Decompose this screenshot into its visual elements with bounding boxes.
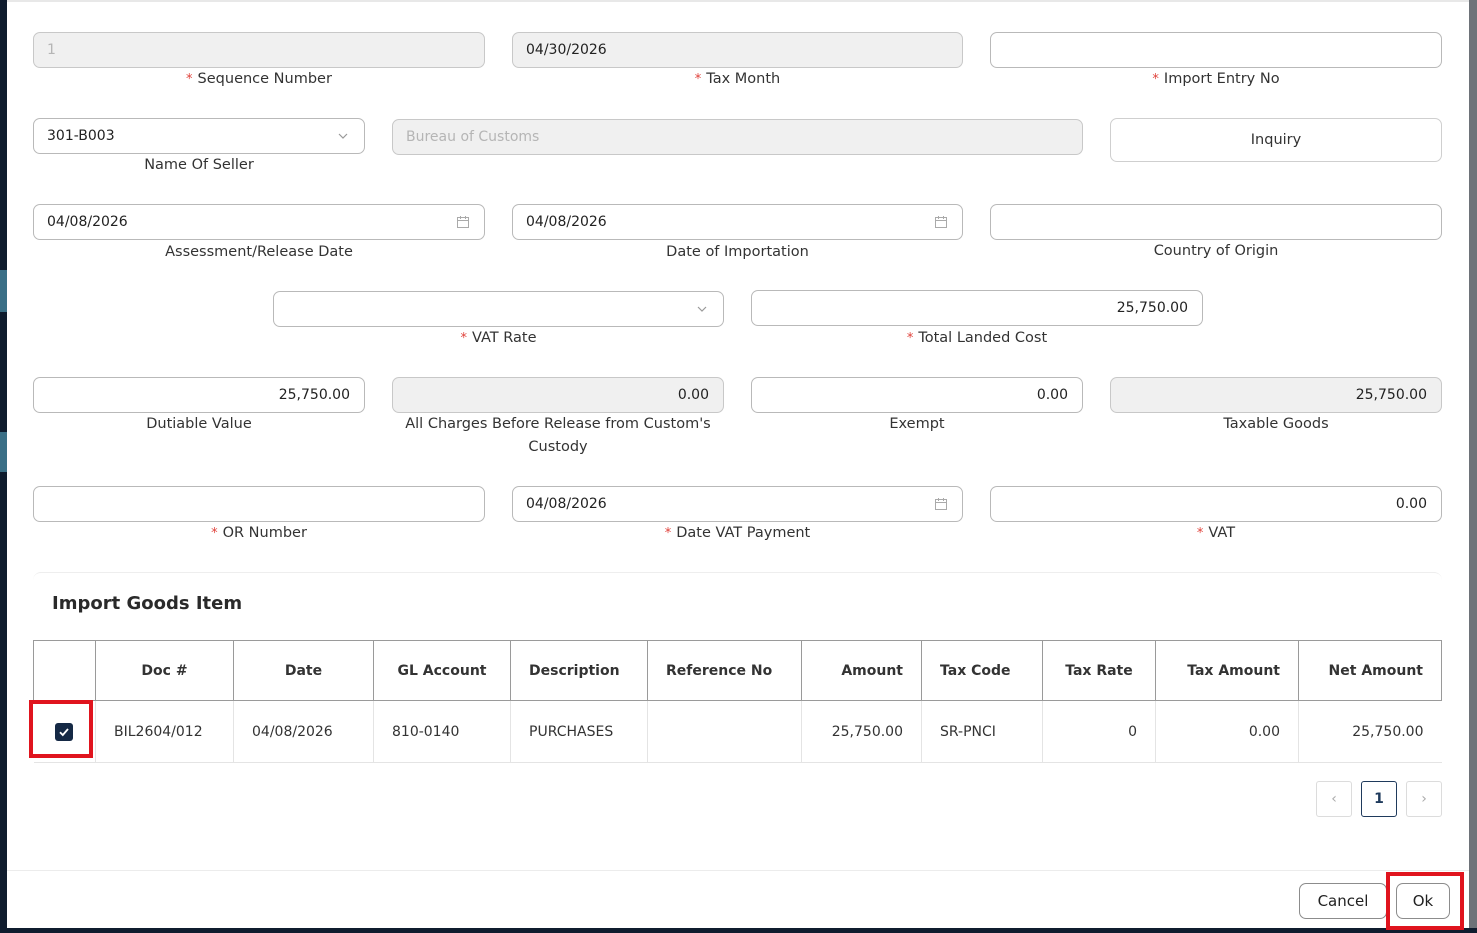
- table-row[interactable]: [34, 701, 1442, 763]
- dutiable-value-input[interactable]: 25,750.00: [33, 377, 365, 413]
- sequence-number-label: * Sequence Number: [186, 71, 332, 87]
- select-column-header: [34, 641, 96, 701]
- pagination-page-1[interactable]: 1: [1361, 781, 1397, 817]
- column-header-doc[interactable]: Doc #: [96, 641, 234, 701]
- import-entry-no-label: * Import Entry No: [1152, 71, 1280, 87]
- or-number-input[interactable]: [33, 486, 485, 522]
- import-entry-no-input[interactable]: [990, 32, 1442, 68]
- country-of-origin-input[interactable]: [990, 204, 1442, 240]
- assessment-release-date-label: Assessment/Release Date: [165, 244, 353, 260]
- seller-name-display[interactable]: Bureau of Customs: [392, 119, 1083, 155]
- cell-doc: BIL2604/012: [96, 701, 234, 763]
- column-header-tax-rate[interactable]: Tax Rate: [1043, 641, 1156, 701]
- column-header-date[interactable]: Date: [234, 641, 374, 701]
- exempt-input[interactable]: 0.00: [751, 377, 1083, 413]
- column-header-gl-account[interactable]: GL Account: [374, 641, 511, 701]
- vat-input[interactable]: 0.00: [990, 486, 1442, 522]
- calendar-icon: [934, 215, 948, 229]
- cell-net-amount: 25,750.00: [1299, 701, 1442, 763]
- calendar-icon: [456, 215, 470, 229]
- pagination-next-button[interactable]: ›: [1406, 781, 1442, 817]
- cell-date: 04/08/2026: [234, 701, 374, 763]
- backdrop-left: [0, 0, 7, 933]
- date-of-importation-input[interactable]: 04/08/2026: [512, 204, 963, 240]
- name-of-seller-label: Name Of Seller: [144, 157, 254, 173]
- all-charges-label: All Charges Before Release from Custom's Custody: [405, 416, 711, 455]
- date-vat-payment-input[interactable]: 04/08/2026: [512, 486, 963, 522]
- cell-reference-no: [648, 701, 802, 763]
- country-of-origin-label: Country of Origin: [1153, 243, 1279, 259]
- total-landed-cost-label: * Total Landed Cost: [906, 330, 1048, 346]
- vat-rate-label: * VAT Rate: [460, 330, 537, 346]
- date-vat-payment-label: * Date VAT Payment: [664, 525, 811, 541]
- cancel-button[interactable]: Cancel: [1299, 883, 1387, 919]
- import-entry-modal: [7, 0, 1469, 928]
- taxable-goods-label: Taxable Goods: [1223, 416, 1329, 432]
- cell-amount: 25,750.00: [802, 701, 922, 763]
- column-header-description[interactable]: Description: [511, 641, 648, 701]
- ok-button-highlight: [1386, 872, 1464, 930]
- table-header-row: [34, 641, 1442, 701]
- footer-divider: [7, 870, 1469, 871]
- dutiable-value-label: Dutiable Value: [146, 416, 252, 432]
- ok-button[interactable]: Ok: [1396, 883, 1450, 919]
- inquiry-button[interactable]: Inquiry: [1110, 118, 1442, 162]
- cell-tax-rate: 0: [1043, 701, 1156, 763]
- backdrop-bottom: [0, 928, 1477, 933]
- checkbox-highlight: [29, 700, 93, 758]
- backdrop-right: [1469, 0, 1477, 933]
- date-of-importation-label: Date of Importation: [666, 244, 809, 260]
- assessment-release-date-input[interactable]: 04/08/2026: [33, 204, 485, 240]
- tax-month-label: * Tax Month: [694, 71, 781, 87]
- or-number-label: * OR Number: [211, 525, 307, 541]
- chevron-down-icon: [695, 302, 709, 316]
- column-header-tax-amount[interactable]: Tax Amount: [1156, 641, 1299, 701]
- import-goods-table: [33, 640, 1442, 763]
- taxable-goods-input[interactable]: 25,750.00: [1110, 377, 1442, 413]
- vat-rate-select[interactable]: [273, 291, 724, 327]
- column-header-net-amount[interactable]: Net Amount: [1299, 641, 1442, 701]
- column-header-amount[interactable]: Amount: [802, 641, 922, 701]
- all-charges-input[interactable]: 0.00: [392, 377, 724, 413]
- tax-month-input[interactable]: 04/30/2026: [512, 32, 963, 68]
- cell-tax-code: SR-PNCI: [922, 701, 1043, 763]
- column-header-tax-code[interactable]: Tax Code: [922, 641, 1043, 701]
- cell-gl-account: 810-0140: [374, 701, 511, 763]
- vat-label: * VAT: [1196, 525, 1236, 541]
- name-of-seller-select[interactable]: 301-B003: [33, 118, 365, 154]
- chevron-down-icon: [336, 129, 350, 143]
- cell-description: PURCHASES: [511, 701, 648, 763]
- exempt-label: Exempt: [889, 416, 945, 432]
- cell-tax-amount: 0.00: [1156, 701, 1299, 763]
- pagination-prev-button[interactable]: ‹: [1316, 781, 1352, 817]
- total-landed-cost-input[interactable]: 25,750.00: [751, 290, 1203, 326]
- column-header-reference-no[interactable]: Reference No: [648, 641, 802, 701]
- calendar-icon: [934, 497, 948, 511]
- sequence-number-input[interactable]: 1: [33, 32, 485, 68]
- import-goods-title: Import Goods Item: [52, 593, 243, 614]
